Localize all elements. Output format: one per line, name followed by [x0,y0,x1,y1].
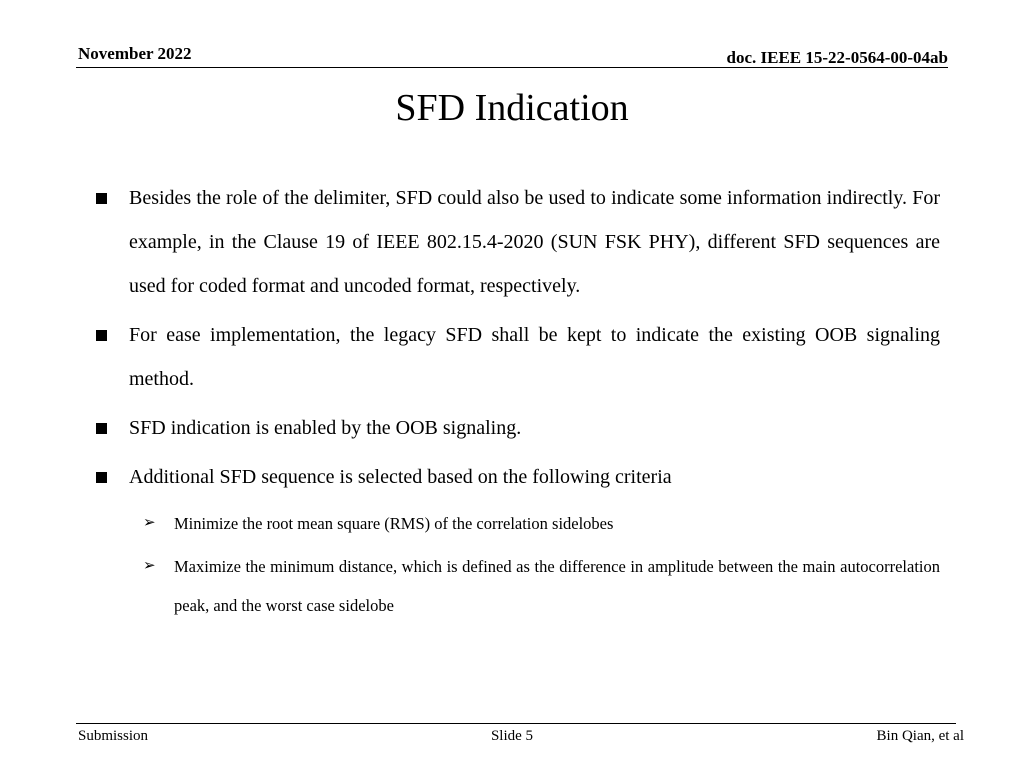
bullet-text: Additional SFD sequence is selected based on the following criteria [129,466,672,488]
sub-bullet-text: Minimize the root mean square (RMS) of the correlation sidelobes [174,514,614,533]
header-doc-id: doc. IEEE 15-22-0564-00-04ab [726,48,948,67]
bullet-item [92,176,940,308]
header-date: November 2022 [78,44,192,63]
sub-bullet-item [143,547,940,625]
footer-rule [76,723,956,724]
arrow-bullet-icon: ➢ [143,515,156,531]
sub-bullet-item [143,504,940,543]
square-bullet-icon [92,455,129,499]
arrow-bullet-icon: ➢ [143,558,156,574]
slide-content [92,176,940,629]
bullet-item [92,313,940,401]
square-bullet-icon [92,313,129,357]
bullet-item [92,406,940,450]
footer-slide-number: Slide 5 [490,728,534,744]
slide-title: SFD Indication [395,87,629,129]
header-rule [76,67,948,68]
square-bullet-icon [92,406,129,450]
footer-submission: Submission [78,728,149,744]
sub-bullet-text: Maximize the minimum distance, which is defined as the difference in amplitude between the main autocorrelation peak, and the worst case sidelobe [174,557,940,615]
bullet-text: For ease implementation, the legacy SFD shall be kept to indicate the existing OOB signaling method. [129,324,940,390]
bullet-item [92,455,940,499]
bullet-text: SFD indication is enabled by the OOB signaling. [129,417,522,439]
bullet-text: Besides the role of the delimiter, SFD could also be used to indicate some information indirectly. For example, in the Clause 19 of IEEE 802.15.4-2020 (SUN FSK PHY), different SFD sequences are used for coded format and uncoded format, respectively. [129,187,940,297]
footer-author: Bin Qian, et al [876,728,964,744]
square-bullet-icon [92,176,129,220]
